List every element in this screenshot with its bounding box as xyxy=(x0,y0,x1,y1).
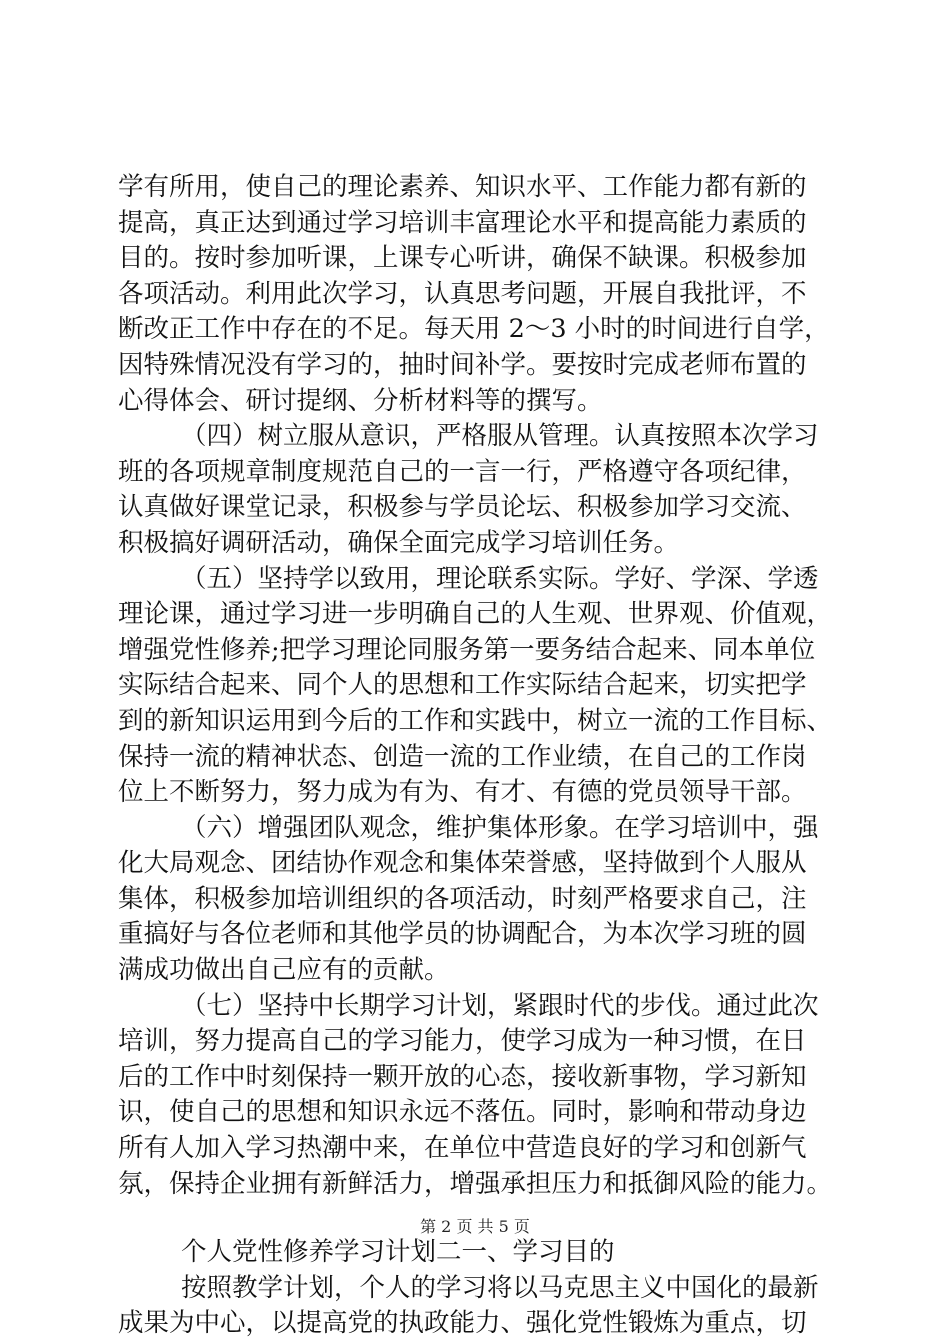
text-line: 认真做好课堂记录，积极参与学员论坛、积极参加学习交流、 xyxy=(118,492,807,523)
paragraph-first-line: （四）树立服从意识，严格服从管理。认真按照本次学习 xyxy=(181,421,819,452)
text-line: 化大局观念、团结协作观念和集体荣誉感，坚持做到个人服从 xyxy=(118,848,807,879)
text-line: 所有人加入学习热潮中来，在单位中营造良好的学习和创新气 xyxy=(118,1133,807,1164)
text-line: 学有所用，使自己的理论素养、知识水平、工作能力都有新的 xyxy=(118,172,807,202)
text-line: 重搞好与各位老师和其他学员的协调配合，为本次学习班的圆 xyxy=(118,919,807,950)
text-line: 保持一流的精神状态、创造一流的工作业绩，在自己的工作岗 xyxy=(118,741,807,772)
document-body xyxy=(118,170,838,1342)
text-line: 积极搞好调研活动，确保全面完成学习培训任务。 xyxy=(118,527,680,558)
text-line: 提高，真正达到通过学习培训丰富理论水平和提高能力素质的 xyxy=(118,207,807,238)
text-line: 集体，积极参加培训组织的各项活动，时刻严格要求自己，注 xyxy=(118,883,807,914)
text-line: 实际结合起来、同个人的思想和工作实际结合起来，切实把学 xyxy=(118,670,807,701)
paragraph-first-line: 个人党性修养学习计划二一、学习目的 xyxy=(181,1237,615,1268)
page-footer: 第 2 页 共 5 页 xyxy=(420,1217,530,1236)
paragraph-first-line: （七）坚持中长期学习计划，紧跟时代的步伐。通过此次 xyxy=(181,990,819,1021)
text-line: 因特殊情况没有学习的，抽时间补学。要按时完成老师布置的 xyxy=(118,349,807,380)
text-line: 位上不断努力，努力成为有为、有才、有德的党员领导干部。 xyxy=(118,777,807,808)
text-line: 增强党性修养;把学习理论同服务第一要务结合起来、同本单位 xyxy=(118,634,816,665)
paragraph-first-line: （五）坚持学以致用，理论联系实际。学好、学深、学透 xyxy=(181,563,819,594)
paragraph-first-line: （六）增强团队观念，维护集体形象。在学习培训中，强 xyxy=(181,812,819,843)
paragraph-first-line: 按照教学计划，个人的学习将以马克思主义中国化的最新 xyxy=(181,1272,819,1303)
text-line: 培训，努力提高自己的学习能力，使学习成为一种习惯，在日 xyxy=(118,1026,807,1057)
text-line: 识，使自己的思想和知识永远不落伍。同时，影响和带动身边 xyxy=(118,1097,807,1128)
text-line: 断改正工作中存在的不足。每天用 2～3 小时的时间进行自学， xyxy=(118,314,830,345)
text-line: 班的各项规章制度规范自己的一言一行，严格遵守各项纪律， xyxy=(118,456,807,487)
text-line: 心得体会、研讨提纲、分析材料等的撰写。 xyxy=(118,385,603,416)
text-line: 氛，保持企业拥有新鲜活力，增强承担压力和抵御风险的能力。 xyxy=(118,1168,833,1199)
text-line: 目的。按时参加听课，上课专心听讲，确保不缺课。积极参加 xyxy=(118,243,807,274)
text-line: 理论课，通过学习进一步明确自己的人生观、世界观、价值观， xyxy=(118,599,833,630)
text-line: 后的工作中时刻保持一颗开放的心态，接收新事物，学习新知 xyxy=(118,1061,807,1092)
text-line: 满成功做出自己应有的贡献。 xyxy=(118,955,450,986)
text-line: 到的新知识运用到今后的工作和实践中，树立一流的工作目标、 xyxy=(118,705,833,736)
text-line: 成果为中心，以提高党的执政能力、强化党性锻炼为重点，切 xyxy=(118,1308,807,1339)
text-line: 各项活动。利用此次学习，认真思考问题，开展自我批评，不 xyxy=(118,278,807,309)
